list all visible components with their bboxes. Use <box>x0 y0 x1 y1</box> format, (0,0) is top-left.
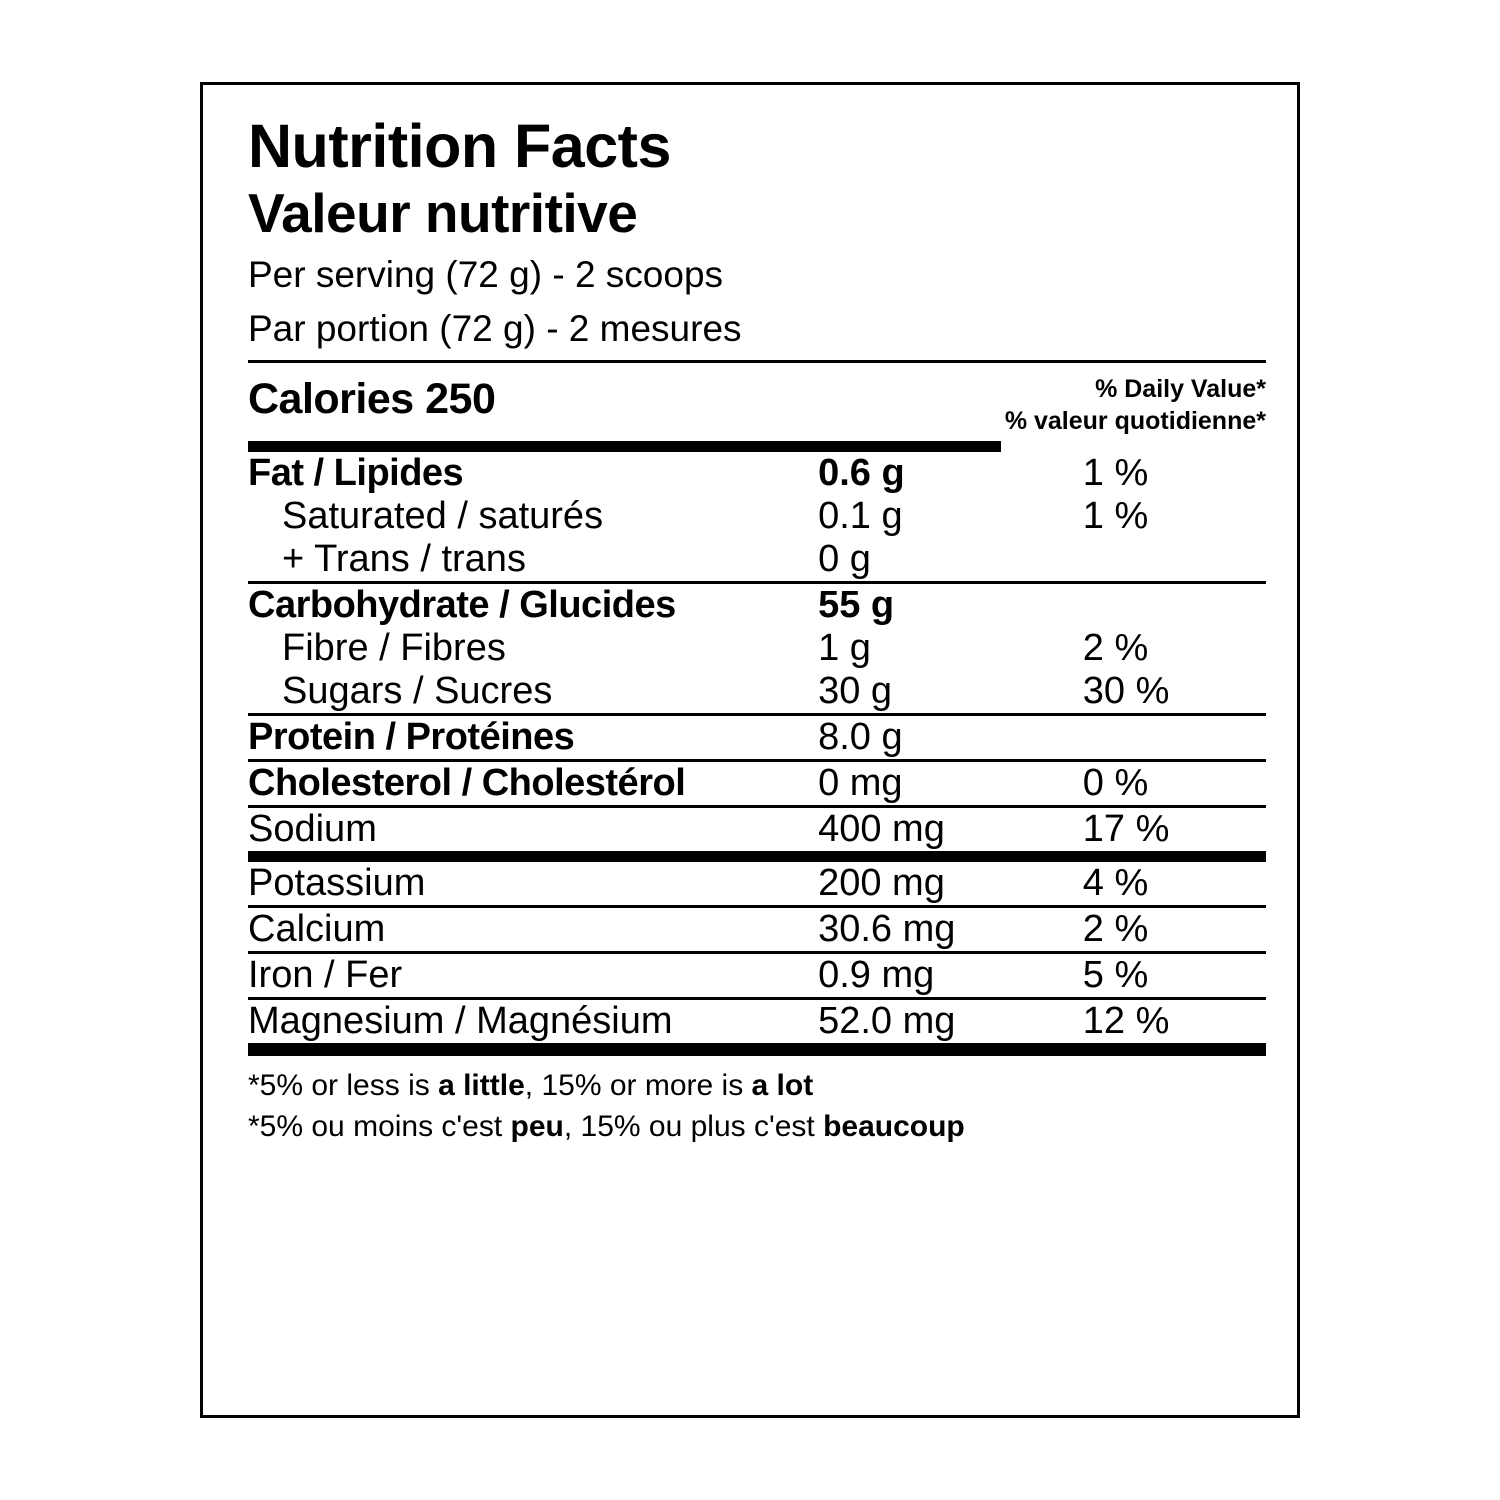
nutrient-dv: 4 % <box>1083 857 1266 907</box>
daily-value-header <box>1005 369 1266 437</box>
nutrient-amount: 0.9 mg <box>818 953 1083 999</box>
nutrient-name: Sodium <box>248 807 818 857</box>
nutrients-table <box>248 452 1266 1043</box>
footnote-en <box>248 1066 1266 1107</box>
footnote-en-part2: , 15% or more is <box>524 1069 752 1103</box>
nutrient-dv: 0 % <box>1083 761 1266 807</box>
table-row <box>248 715 1266 761</box>
nutrient-dv: 2 % <box>1083 907 1266 953</box>
daily-value-label-fr: % valeur quotidienne* <box>1004 407 1266 436</box>
nutrient-amount: 8.0 g <box>818 715 1083 761</box>
nutrient-dv <box>1083 538 1266 583</box>
table-row <box>248 807 1266 857</box>
nutrient-amount: 0 g <box>818 538 871 581</box>
nutrient-dv <box>1083 715 1266 761</box>
calories-label: Calories 250 <box>248 375 496 424</box>
nutrient-dv: 1 % <box>1082 452 1149 495</box>
nutrient-dv: 2 % <box>1082 627 1149 670</box>
nutrient-dv: 17 % <box>1083 807 1266 857</box>
footnote-fr-part2: , 15% ou plus c'est <box>563 1109 824 1143</box>
table-row <box>248 452 1266 495</box>
label-title-fr: Valeur nutritive <box>248 182 638 245</box>
table-row <box>248 583 1266 628</box>
footnote-fr-beaucoup: beaucoup <box>823 1109 965 1143</box>
nutrient-amount: 1 g <box>818 627 871 670</box>
nutrient-name: Fat / Lipides <box>248 452 464 495</box>
nutrient-name: Cholesterol / Cholestérol <box>248 761 818 807</box>
nutrient-amount: 52.0 mg <box>818 999 1083 1044</box>
nutrient-dv: 1 % <box>1082 495 1149 538</box>
footnote-fr-part1: *5% ou moins c'est <box>248 1109 511 1143</box>
calories-row <box>248 363 1266 441</box>
table-row <box>248 670 1266 715</box>
nutrient-dv: 12 % <box>1083 999 1266 1044</box>
table-row <box>248 538 1266 583</box>
nutrient-amount: 0 mg <box>818 761 1083 807</box>
footnotes <box>248 1056 1266 1147</box>
footnote-en-part1: *5% or less is <box>248 1069 439 1103</box>
serving-size-fr: Par portion (72 g) - 2 mesures <box>248 307 742 349</box>
table-row <box>248 761 1266 807</box>
nutrient-name: Potassium <box>248 857 818 907</box>
nutrient-dv: 5 % <box>1083 953 1266 999</box>
nutrient-amount: 55 g <box>818 583 1083 628</box>
table-row <box>248 627 1266 670</box>
nutrient-name: Fibre / Fibres <box>282 627 506 670</box>
nutrient-dv: 30 % <box>1082 670 1170 713</box>
footnote-en-little: a little <box>438 1069 525 1103</box>
nutrition-facts-content <box>248 107 1266 1147</box>
label-title-en: Nutrition Facts <box>248 112 671 180</box>
nutrient-amount: 30 g <box>818 670 893 713</box>
nutrient-name: + Trans / trans <box>282 538 526 581</box>
nutrient-name: Iron / Fer <box>248 953 818 999</box>
divider-under-calories <box>248 441 1001 452</box>
table-row <box>248 999 1266 1044</box>
daily-value-label-en: % Daily Value* <box>1095 375 1266 404</box>
nutrient-amount: 400 mg <box>818 807 1083 857</box>
nutrient-name: Protein / Protéines <box>248 715 818 761</box>
footnote-fr <box>248 1107 1266 1148</box>
table-row <box>248 495 1266 538</box>
nutrient-amount: 0.6 g <box>818 452 905 495</box>
nutrition-facts-panel <box>200 82 1300 1418</box>
table-row <box>248 857 1266 907</box>
footnote-fr-peu: peu <box>510 1109 564 1143</box>
nutrient-amount: 30.6 mg <box>818 907 1083 953</box>
nutrient-name: Sugars / Sucres <box>282 670 553 713</box>
footnote-en-alot: a lot <box>751 1069 814 1103</box>
nutrient-name: Carbohydrate / Glucides <box>248 583 818 628</box>
nutrient-name: Magnesium / Magnésium <box>248 999 818 1044</box>
nutrient-dv <box>1083 583 1266 628</box>
serving-size-en: Per serving (72 g) - 2 scoops <box>248 254 724 296</box>
nutrient-amount: 200 mg <box>818 857 1083 907</box>
nutrient-amount: 0.1 g <box>818 495 903 538</box>
table-row <box>248 953 1266 999</box>
table-row <box>248 907 1266 953</box>
nutrient-name: Saturated / saturés <box>282 495 604 538</box>
nutrient-name: Calcium <box>248 907 818 953</box>
divider-bottom <box>248 1043 1266 1056</box>
